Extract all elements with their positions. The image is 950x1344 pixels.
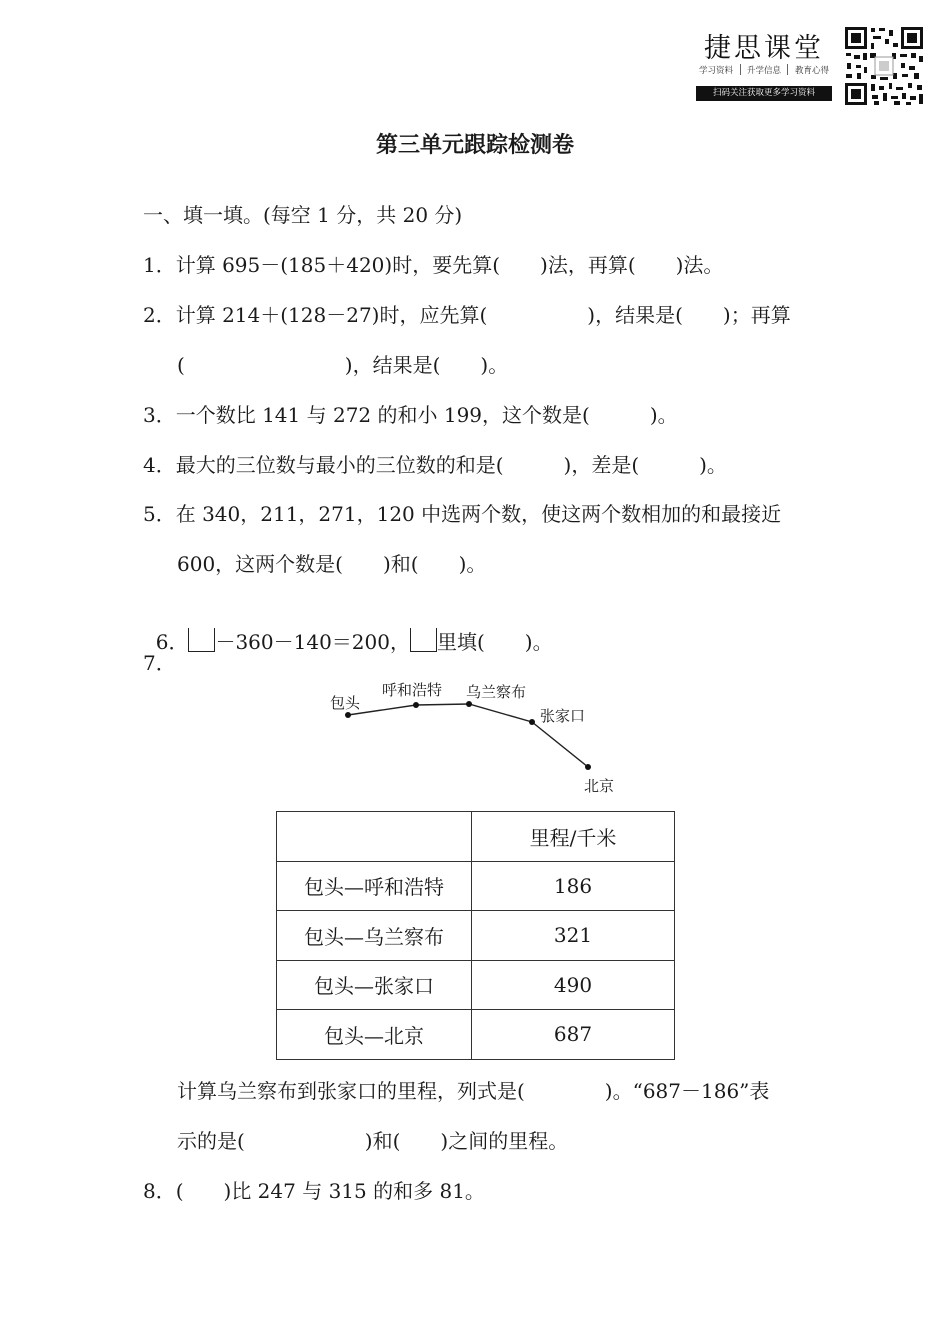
brand-tags — [697, 64, 831, 76]
distance-cell: 687 — [472, 1010, 675, 1060]
table-header-cell — [277, 812, 472, 862]
city-label-beijing: 北京 — [584, 777, 615, 795]
table-row — [277, 960, 675, 1010]
table-header-row — [277, 812, 675, 862]
city-dot — [585, 764, 591, 770]
distance-cell: 321 — [472, 911, 675, 961]
city-label-hohhot: 呼和浩特 — [382, 681, 443, 699]
brand-name: 捷思课堂 — [704, 33, 824, 64]
city-dot — [413, 702, 419, 708]
qr-code-icon — [844, 26, 924, 106]
brand-tag: 教育心得 — [794, 66, 829, 76]
table-header-cell: 里程/千米 — [472, 812, 675, 862]
question-4: 4．最大的三位数与最小的三位数的和是( )，差是( )。 — [143, 453, 727, 477]
distance-cell: 490 — [472, 960, 675, 1010]
question-7-number: 7． — [143, 651, 176, 675]
question-6-equation: －360－140＝200， — [215, 630, 410, 654]
city-dot — [529, 719, 535, 725]
route-cell: 包头—北京 — [277, 1010, 472, 1060]
tag-divider — [740, 64, 741, 75]
question-7-line-2: 示的是( )和( )之间的里程。 — [177, 1129, 569, 1153]
brand-tag: 升学信息 — [746, 66, 781, 76]
question-6 — [143, 608, 553, 652]
table-row — [277, 911, 675, 961]
answer-box-icon — [188, 628, 215, 652]
city-label-baotou: 包头 — [330, 694, 361, 712]
table-row — [277, 1010, 675, 1060]
question-1: 1．计算 695－(185＋420)时，要先算( )法，再算( )法。 — [143, 253, 724, 277]
brand-tag: 学习资料 — [699, 66, 734, 76]
tag-divider — [787, 64, 788, 75]
section-heading: 一、填一填。(每空 1 分，共 20 分) — [143, 203, 463, 227]
answer-box-icon — [410, 628, 437, 652]
distance-cell: 186 — [472, 861, 675, 911]
brand-banner: 扫码关注获取更多学习资料 — [696, 86, 832, 101]
city-label-ulanqab: 乌兰察布 — [466, 683, 527, 701]
question-3: 3．一个数比 141 与 272 的和小 199，这个数是( )。 — [143, 403, 678, 427]
question-5-line-2: 600，这两个数是( )和( )。 — [177, 552, 487, 576]
distance-table — [276, 811, 675, 1060]
route-cell: 包头—张家口 — [277, 960, 472, 1010]
question-6-number: 6． — [155, 630, 189, 654]
route-cell: 包头—乌兰察布 — [277, 911, 472, 961]
question-8: 8．( )比 247 与 315 的和多 81。 — [143, 1179, 485, 1203]
question-5-line-1: 5．在 340，211，271，120 中选两个数，使这两个数相加的和最接近 — [143, 502, 782, 526]
city-label-zhangjiakou: 张家口 — [540, 707, 586, 725]
question-2-line-1: 2．计算 214＋(128－27)时，应先算( )，结果是( )；再算 — [143, 303, 791, 327]
question-2-line-2: ( )，结果是( )。 — [177, 353, 509, 377]
route-cell: 包头—呼和浩特 — [277, 861, 472, 911]
question-6-text: 里填( )。 — [436, 630, 553, 654]
table-row — [277, 861, 675, 911]
page-title: 第三单元跟踪检测卷 — [375, 133, 574, 158]
question-7-line-1: 计算乌兰察布到张家口的里程，列式是( )。“687－186”表 — [177, 1079, 770, 1103]
